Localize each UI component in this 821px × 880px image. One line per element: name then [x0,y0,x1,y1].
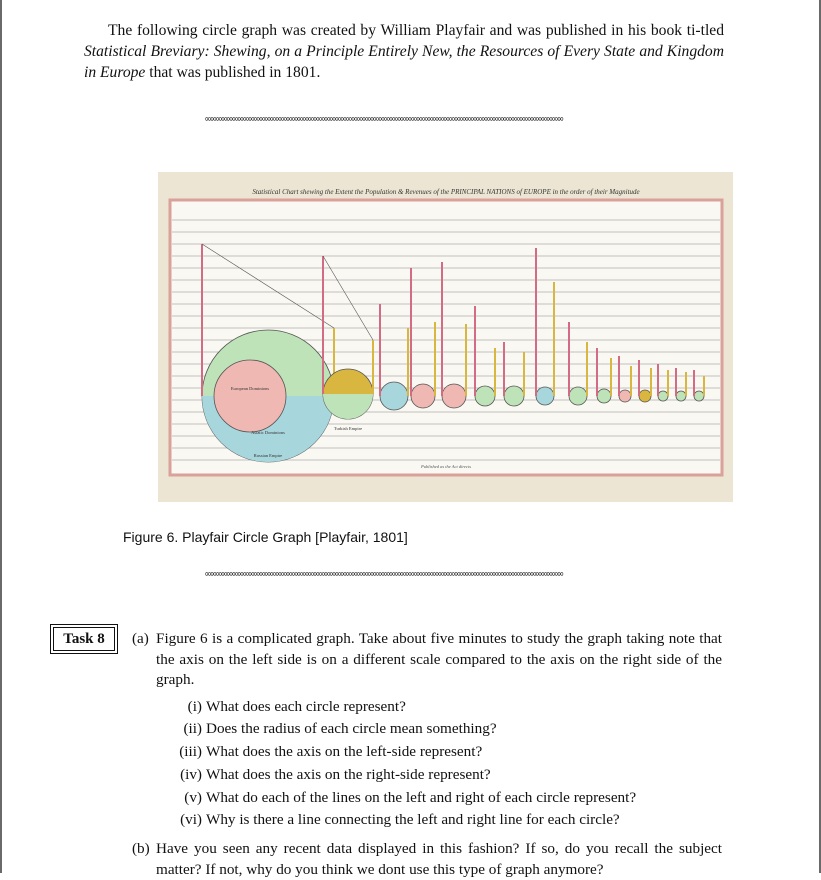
task-label-box: Task 8 [53,627,115,651]
subquestion-list [156,697,722,831]
subquestion-text: Why is there a line connecting the left and right line for each circle? [206,811,620,829]
intro-text-part2: that was published in 1801. [145,64,321,81]
question-b-text: Have you seen any recent data displayed in this fashion? If so, do you recall the subject matter? If not, why do you think we dont use this type of graph anymore? [156,840,722,878]
subquestion-ii [156,719,722,740]
task-content [132,629,722,880]
figure-caption: Figure 6. Playfair Circle Graph [Playfair, 1801] [123,529,408,545]
ornament-divider-bottom: ∞∞∞∞∞∞∞∞∞∞∞∞∞∞∞∞∞∞∞∞∞∞∞∞∞∞∞∞∞∞∞∞∞∞∞∞∞∞∞∞∞∞∞∞∞∞∞∞∞∞∞∞∞∞∞∞∞∞∞∞∞∞∞∞∞∞ [205,569,563,580]
figure-medium-circle [323,369,373,419]
subquestion-label: (v) [184,788,202,806]
question-a-body [156,629,722,833]
circle-label-european: European Dominions [230,386,270,391]
question-a-text: Figure 6 is a complicated graph. Take about five minutes to study the graph taking note that the axis on the left side is on a different scale compared to the axis on the right side of the graph. [156,630,722,688]
circle-label-russian: Russian Empire [253,453,283,458]
ornament-divider-top: ∞∞∞∞∞∞∞∞∞∞∞∞∞∞∞∞∞∞∞∞∞∞∞∞∞∞∞∞∞∞∞∞∞∞∞∞∞∞∞∞∞∞∞∞∞∞∞∞∞∞∞∞∞∞∞∞∞∞∞∞∞∞∞∞∞∞ [205,114,563,125]
subquestion-text: What does the axis on the left-side represent? [206,743,483,761]
subquestion-text: What do each of the lines on the left and right of each circle represent? [206,788,637,806]
subquestion-iii [156,742,722,763]
subquestion-text: What does each circle represent? [206,697,406,715]
subquestion-vi [156,810,722,831]
figure-large-circle [202,330,334,462]
subquestion-text: Does the radius of each circle mean something? [206,720,497,738]
subquestion-label: (vi) [180,811,202,829]
subquestion-label: (iv) [180,765,202,783]
intro-paragraph [84,20,724,83]
question-a-label: (a) [132,630,149,647]
question-b-label: (b) [132,840,150,858]
figure-footer: Published as the Act directs [421,464,471,469]
subquestion-text: What does the axis on the right-side represent? [206,765,491,783]
subquestion-v [156,788,722,809]
circle-label-turkish: Turkish Empire [333,426,363,431]
subquestion-label: (i) [187,697,202,715]
page-border-left [0,0,2,873]
playfair-figure [158,172,733,502]
subquestion-i [156,697,722,718]
subquestion-iv [156,765,722,786]
book-title: Statistical Breviary: Shewing, on a Principle Entirely New, the Resources of Every State and Kingdom in Europe [84,43,724,81]
subquestion-label: (ii) [183,720,202,738]
question-b [132,839,722,880]
subquestion-label: (iii) [179,743,202,761]
circle-label-asiatic: Asiatic Dominions [251,430,285,435]
intro-text-part1: The following circle graph was created by William Playfair and was published in his book ti-tled [108,22,724,39]
question-a [132,629,722,833]
figure-chart-title: Statistical Chart shewing the Extent the Population & Revenues of the PRINCIPAL NATIONS of EUROPE in the order of their Magnitude [252,188,640,196]
